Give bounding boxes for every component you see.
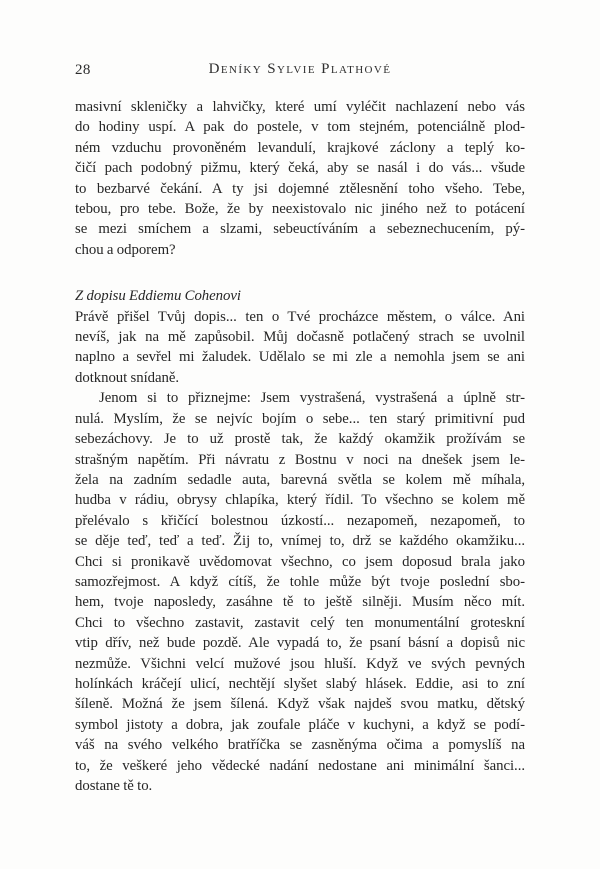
text-line: nevíš, jak na mě zapůsobil. Můj dočasně potlačený strach se uvolnil <box>75 329 525 346</box>
paragraph <box>75 307 525 389</box>
text-line: Z dopisu Eddiemu Cohenovi <box>75 288 241 305</box>
text-line: samozřejmost. A když cítíš, že tohle může být tvoje poslední sbo- <box>75 573 525 590</box>
text-line: váš na svého velkého bratříčka se zasněnýma očima a pomyslíš na <box>75 737 525 754</box>
text-line: se děje teď, teď a teď. Žij to, vnímej to, drž se každého okamžiku... <box>75 533 525 550</box>
paragraph <box>75 388 525 796</box>
text-line: to bezbarvé čekání. A ty jsi dojemné ztělesnění toho všeho. Tebe, <box>75 180 525 197</box>
page-number: 28 <box>75 62 91 78</box>
paragraph <box>75 97 525 260</box>
text-line: symbol jistoty a dobra, jak zoufale pláče v kuchyni, a když se podí- <box>75 716 525 733</box>
text-line: naplno a sevřel mi žaludek. Udělalo se mi zle a nemohla jsem se ani <box>75 349 525 366</box>
text-line: nezmůže. Všichni velcí mužové jsou hluší. Když ve svých pevných <box>75 655 525 672</box>
text-line: čičí pach podobný pižmu, který čeká, aby se nasál i do vás... všude <box>75 160 525 177</box>
text-line: Chci si pronikavě uvědomovat všechno, co jsem doposud brala jako <box>75 553 525 570</box>
text-line: masivní skleničky a lahvičky, které umí vyléčit nachlazení nebo vás <box>75 99 525 115</box>
text-line: ném vzduchu provoněném levandulí, krajkové záclony a teplý ko- <box>75 139 525 156</box>
text-line: Právě přišel Tvůj dopis... ten o Tvé procházce městem, o válce. Ani <box>75 308 525 325</box>
text-line: přelévalo s křičící bolestnou úzkostí... nezapomeň, nezapomeň, to <box>75 512 525 529</box>
running-head <box>75 61 525 81</box>
section-heading <box>75 286 525 306</box>
text-line: sebezáchovy. Je to už prostě tak, že každý okamžik prožívám se <box>75 431 525 448</box>
text-line: do hodiny uspí. A pak do postele, v tom stejném, potenciálně plod- <box>75 119 525 136</box>
text-line: tebou, pro tebe. Bože, že by neexistovalo nic jiného než to potácení <box>75 201 525 218</box>
text-line: strašným napětím. Při návratu z Bostnu v noci na dnešek jsem le- <box>75 451 525 468</box>
text-line: dotknout snídaně. <box>75 369 180 386</box>
text-line: šíleně. Možná že jsem šílená. Když však najdeš svou matku, dětský <box>75 696 525 713</box>
text-line: chou a odporem? <box>75 241 176 258</box>
text-line: dostane tě to. <box>75 778 153 794</box>
text-line: žela na zadním sedadle auta, barevná světla se kolem mě míhala, <box>75 471 525 488</box>
text-line: Jenom si to přiznejme: Jsem vystrašená, vystrašená a úplně str- <box>99 390 525 407</box>
text-line: nulá. Myslím, že se nejvíc bojím o sebe... ten starý primitivní pud <box>75 410 525 427</box>
text-line: vtip dřív, než bude pozdě. Ale vypadá to, že psaní básní a dopisů nic <box>75 635 525 652</box>
text-line: to, že veškeré jeho vědecké nadání nedostane ani minimální šanci... <box>75 757 525 774</box>
text-line: holínkách kráčejí ulicí, nechtějí slyšet slabý hlásek. Eddie, asi to zní <box>75 675 525 692</box>
text-line: se mezi smíchem a slzami, sebeuctíváním a sebeznechucením, pý- <box>75 221 525 238</box>
running-title: Deníky Sylvie Plathové <box>208 61 392 77</box>
text-line: hudba v rádiu, obrysy chlapíka, který řídil. To všechno se kolem mě <box>75 492 525 509</box>
page-body <box>75 97 525 796</box>
text-line: hem, tvoje naposledy, zasáhne tě to ještě silněji. Musím něco mít. <box>75 594 525 611</box>
text-line: Chci to všechno zastavit, zastavit celý ten monumentální groteskní <box>75 614 525 631</box>
